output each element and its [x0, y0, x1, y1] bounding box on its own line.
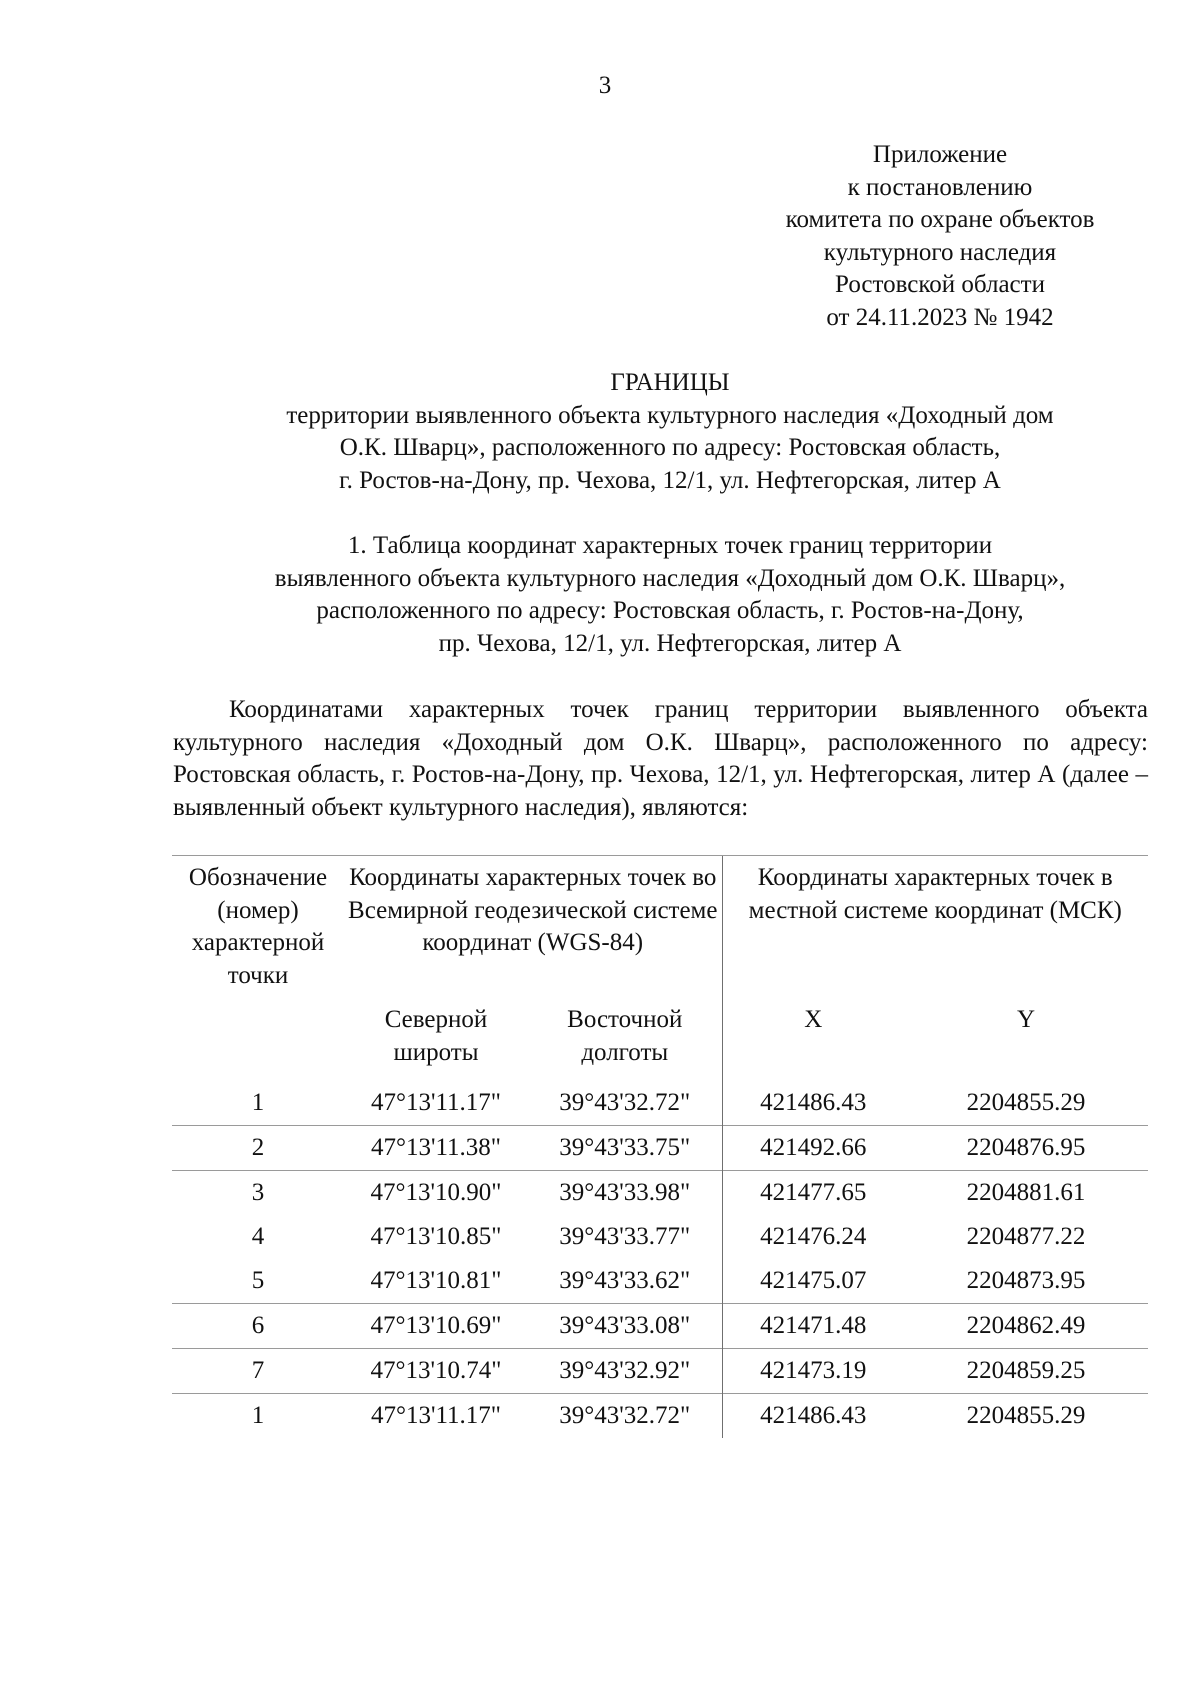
cell-x: 421476.24: [722, 1215, 904, 1259]
table-row: [172, 1126, 1148, 1171]
header-x: X: [722, 1004, 904, 1081]
section-title: [120, 530, 1200, 660]
cell-y: 2204881.61: [904, 1171, 1148, 1216]
cell-lon: 39°43'32.72": [559, 1089, 691, 1116]
appendix-date-line: от 24.11.2023 № 1942: [826, 303, 1054, 331]
cell-point: 7: [172, 1349, 344, 1394]
heading-line: О.К. Шварц», расположенного по адресу: Ростовская область,: [339, 434, 1001, 461]
appendix-line: Ростовской области: [835, 271, 1045, 298]
cell-lat: 47°13'10.74": [344, 1349, 528, 1394]
section-title-line: пр. Чехова, 12/1, ул. Нефтегорская, литер А: [438, 629, 902, 657]
cell-x: 421477.65: [722, 1171, 904, 1216]
cell-point: 1: [251, 1089, 265, 1116]
header-wgs: Координаты характерных точек во Всемирной геодезической системе координат (WGS-84): [344, 856, 722, 1005]
cell-y: 2204876.95: [904, 1126, 1148, 1171]
header-lon: Восточной долготы: [567, 1006, 683, 1066]
appendix-line: к постановлению: [847, 173, 1033, 201]
cell-lon: 39°43'33.75": [528, 1126, 722, 1171]
cell-x: 421475.07: [722, 1259, 904, 1304]
cell-lon: 39°43'33.62": [559, 1267, 691, 1294]
cell-y: 2204862.49: [904, 1304, 1148, 1349]
table-row: [172, 1349, 1148, 1394]
cell-x: 421492.66: [722, 1126, 904, 1171]
intro-paragraph: Координатами характерных точек границ территории выявленного объекта культурного наследия «Доходный дом О.К. Шварц», расположенного по адресу: Ростовская область, г. Ростов-на-Дону, пр. Чехова, 12/1, ул. Нефтегорская, литер А (далее – выявленный объект культурного наследия), являются:: [173, 696, 1148, 821]
table-row: [172, 1394, 1148, 1439]
cell-lon: 39°43'32.72": [528, 1394, 722, 1439]
cell-y: 2204873.95: [966, 1267, 1086, 1294]
cell-point: 4: [251, 1223, 265, 1250]
cell-x: 421486.43: [722, 1081, 904, 1126]
page-number: 3: [598, 72, 612, 99]
section-title-line: расположенного по адресу: Ростовская область, г. Ростов-на-Дону,: [316, 597, 1024, 624]
section-title-line: 1. Таблица координат характерных точек границ территории: [347, 532, 993, 559]
cell-lat: 47°13'10.81": [370, 1267, 502, 1294]
cell-lat: 47°13'11.17": [344, 1394, 528, 1439]
header-point-empty: [172, 1004, 344, 1081]
header-msk: Координаты характерных точек в местной системе координат (МСК): [722, 856, 1148, 1005]
appendix-line: культурного наследия: [823, 238, 1057, 266]
table-row: [172, 1259, 1148, 1304]
cell-point: 1: [172, 1394, 344, 1439]
cell-lat: 47°13'11.38": [344, 1126, 528, 1171]
appendix-line: Приложение: [872, 141, 1008, 168]
table-row: [172, 1304, 1148, 1349]
heading-line: г. Ростов-на-Дону, пр. Чехова, 12/1, ул. Нефтегорская, литер А: [339, 466, 1001, 494]
cell-lat: 47°13'10.90": [344, 1171, 528, 1216]
table-row: [172, 1171, 1148, 1216]
table-row: [172, 1215, 1148, 1259]
appendix-block: [730, 139, 1150, 334]
cell-lon: 39°43'33.77": [559, 1223, 691, 1250]
table-row: [172, 1081, 1148, 1126]
cell-point: 3: [172, 1171, 344, 1216]
cell-y: 2204877.22: [966, 1223, 1086, 1250]
cell-lat: 47°13'11.17": [370, 1089, 502, 1116]
section-title-line: выявленного объекта культурного наследия «Доходный дом О.К. Шварц»,: [274, 564, 1066, 592]
appendix-line: комитета по охране объектов: [785, 206, 1095, 233]
coordinates-table: [172, 855, 1148, 1438]
table-subheader-row: [172, 1004, 1148, 1081]
cell-point: 5: [251, 1267, 265, 1294]
cell-y: 2204855.29: [966, 1089, 1086, 1116]
cell-x: 421486.43: [722, 1394, 904, 1439]
cell-y: 2204855.29: [904, 1394, 1148, 1439]
cell-x: 421471.48: [722, 1304, 904, 1349]
cell-point: 2: [172, 1126, 344, 1171]
cell-y: 2204859.25: [904, 1349, 1148, 1394]
cell-lon: 39°43'32.92": [528, 1349, 722, 1394]
table-header-row: [172, 856, 1148, 1005]
heading-line: территории выявленного объекта культурного наследия «Доходный дом: [286, 401, 1054, 429]
cell-lat: 47°13'10.69": [344, 1304, 528, 1349]
cell-lon: 39°43'33.98": [528, 1171, 722, 1216]
cell-x: 421473.19: [722, 1349, 904, 1394]
cell-lat: 47°13'10.85": [370, 1223, 502, 1250]
document-title: ГРАНИЦЫ: [610, 369, 730, 396]
header-point: Обозначение (номер) характерной точки: [172, 856, 344, 1005]
document-heading: [120, 367, 1200, 497]
cell-lon: 39°43'33.08": [528, 1304, 722, 1349]
cell-point: 6: [172, 1304, 344, 1349]
header-y: Y: [1016, 1006, 1036, 1033]
intro-paragraph-block: [173, 694, 1148, 824]
header-lat: Северной широты: [384, 1006, 488, 1066]
